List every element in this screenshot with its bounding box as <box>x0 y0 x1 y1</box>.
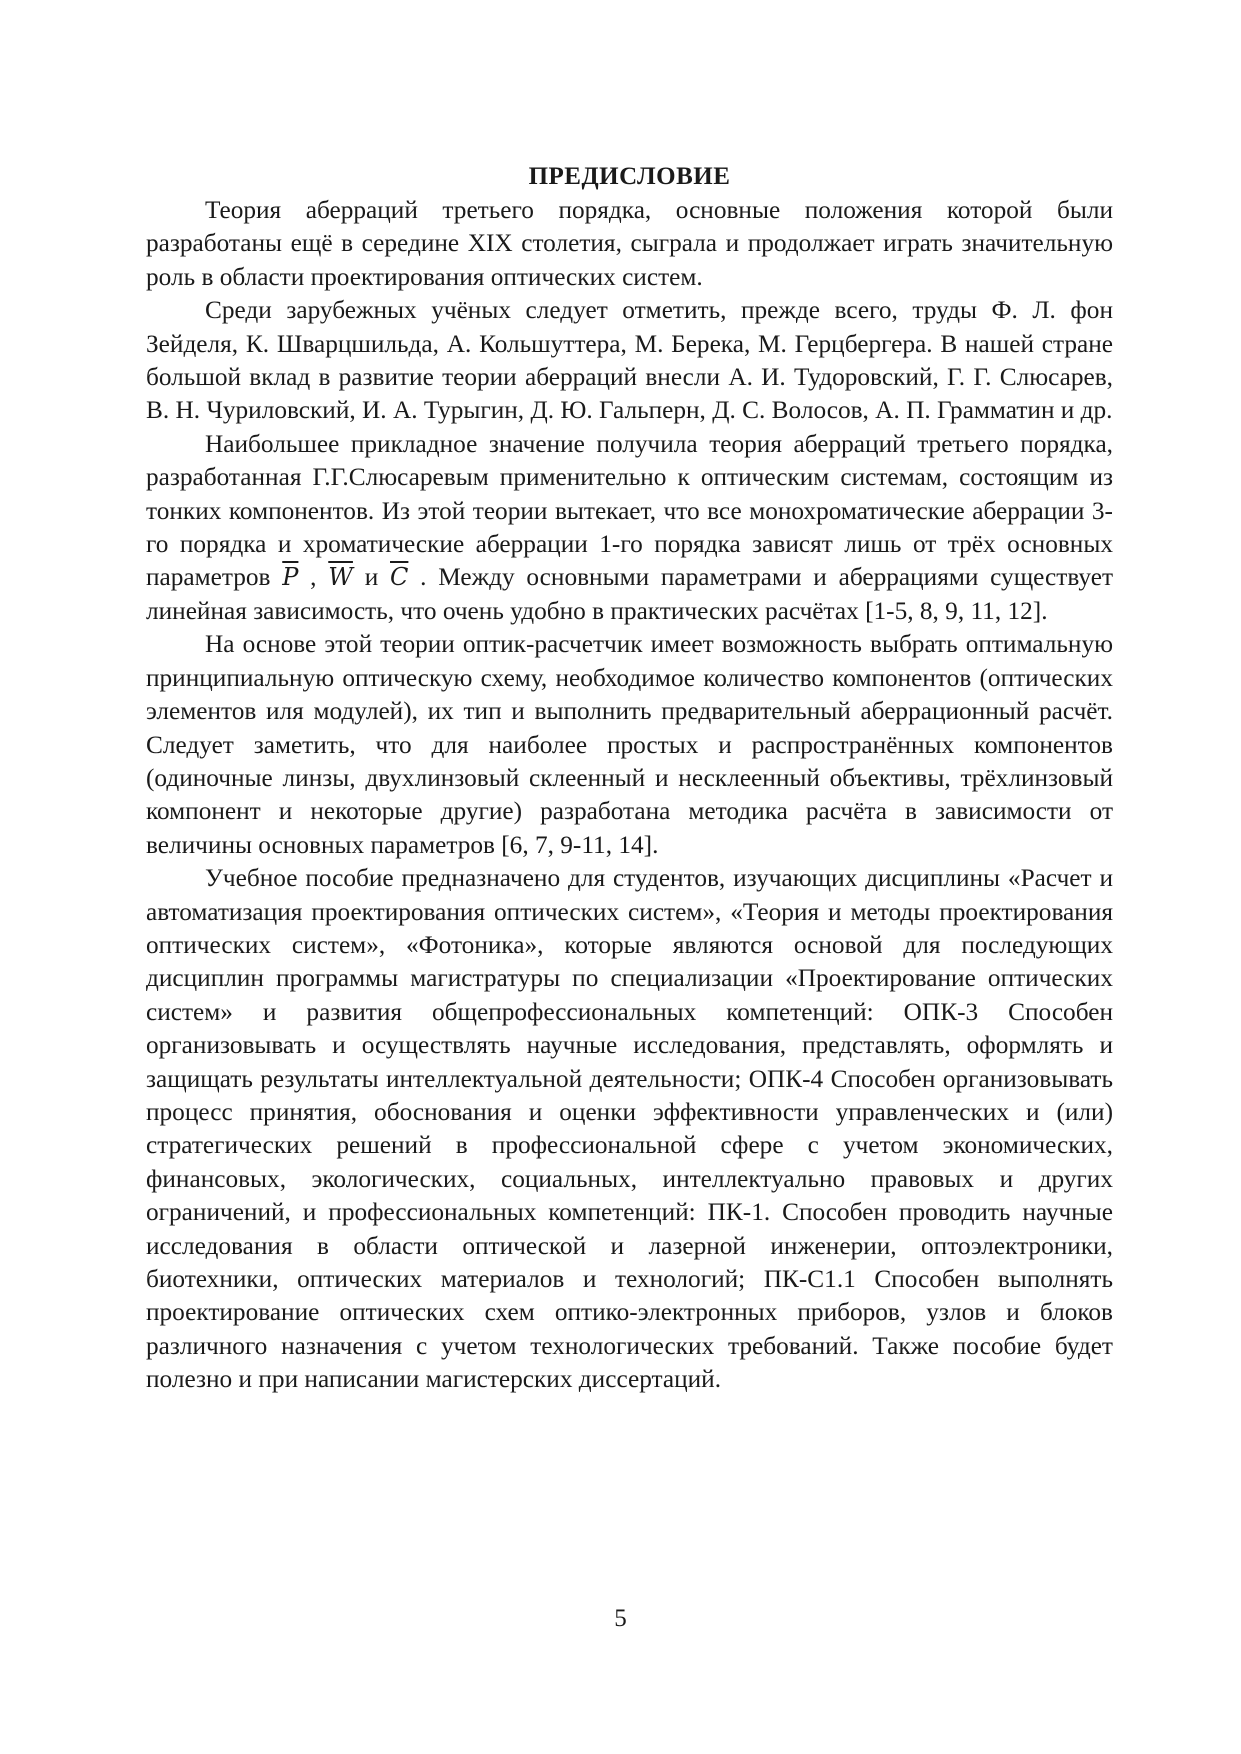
paragraph-5: Учебное пособие предназначено для студентов, изучающих дисциплины «Расчет и автоматизация проектирования оптических систем», «Теория и методы проектирования оптических систем», «Фотоника», которые являются основой для последующих дисциплин программы магистратуры по специализации «Проектирование оптических систем» и развития общепрофессиональных компетенций: ОПК-3 Способен организовывать и осуществлять научные исследования, представлять, оформлять и защищать результаты интеллектуальной деятельности; ОПК-4 Способен организовывать процесс принятия, обоснования и оценки эффективности управленческих и (или) стратегических решений в профессиональной сфере с учетом экономических, финансовых, экологических, социальных, интеллектуально правовых и других ограничений, и профессиональных компетенций: ПК-1. Способен проводить научные исследования в области оптической и лазерной инженерии, оптоэлектроники, биотехники, оптических материалов и технологий; ПК-С1.1 Способен выполнять проектирование оптических схем оптико-электронных приборов, узлов и блоков различного назначения с учетом технологических требований. Также пособие будет полезно и при написании магистерских диссертаций. <box>146 864 1113 1394</box>
paragraph-2: Среди зарубежных учёных следует отметить, прежде всего, труды Ф. Л. фон Зейделя, К. Шварцшильда, А. Кольшуттера, М. Берека, М. Герцбергера. В нашей стране большой вклад в развитие теории аберраций внесли А. И. Тудоровский, Г. Г. Слюсарев, В. Н. Чуриловский, И. А. Турыгин, Д. Ю. Гальперн, Д. С. Волосов, А. П. Грамматин и др. <box>146 296 1113 425</box>
page-number: 5 <box>614 1605 627 1632</box>
paragraph-3 <box>146 428 1113 628</box>
symbol-p: $\overline{P}$ <box>282 563 299 592</box>
paragraph-1: Теория аберраций третьего порядка, основные положения которой были разработаны ещё в середине XIX столетия, сыграла и продолжает играть значительную роль в области проектирования оптических систем. <box>146 196 1113 291</box>
paragraph-4: На основе этой теории оптик-расчетчик имеет возможность выбрать оптимальную принципиальную оптическую схему, необходимое количество компонентов (оптических элементов иля модулей), их тип и выполнить предварительный аберрационный расчёт. Следует заметить, что для наиболее простых и распространённых компонентов (одиночные линзы, двухлинзовый склеенный и несклеенный объективы, трёхлинзовый компонент и некоторые другие) разработана методика расчёта в зависимости от величины основных параметров [6, 7, 9-11, 14]. <box>146 630 1113 859</box>
symbol-w: $\overline{W}$ <box>328 563 353 592</box>
symbol-c: $\overline{C}$ <box>390 563 409 592</box>
paragraph-3-text-end: . Между основными параметрами и аберрациями существует линейная зависимость, что очень удобно в практических расчётах [1-5, 8, 9, 11, 12]. <box>146 563 1113 625</box>
page-body <box>146 160 1113 1397</box>
symbol-separator-2: и <box>352 563 391 592</box>
symbol-separator-1: , <box>298 563 329 592</box>
page-title: ПРЕДИСЛОВИЕ <box>528 163 731 190</box>
paragraph-3-text-start: Наибольшее прикладное значение получила теория аберраций третьего порядка, разработанная Г.Г.Слюсаревым применительно к оптическим системам, состоящим из тонких компонентов. Из этой теории вытекает, что все монохроматические аберрации 3-го порядка и хроматические аберрации 1-го порядка зависят лишь от трёх основных параметров <box>146 429 1113 592</box>
